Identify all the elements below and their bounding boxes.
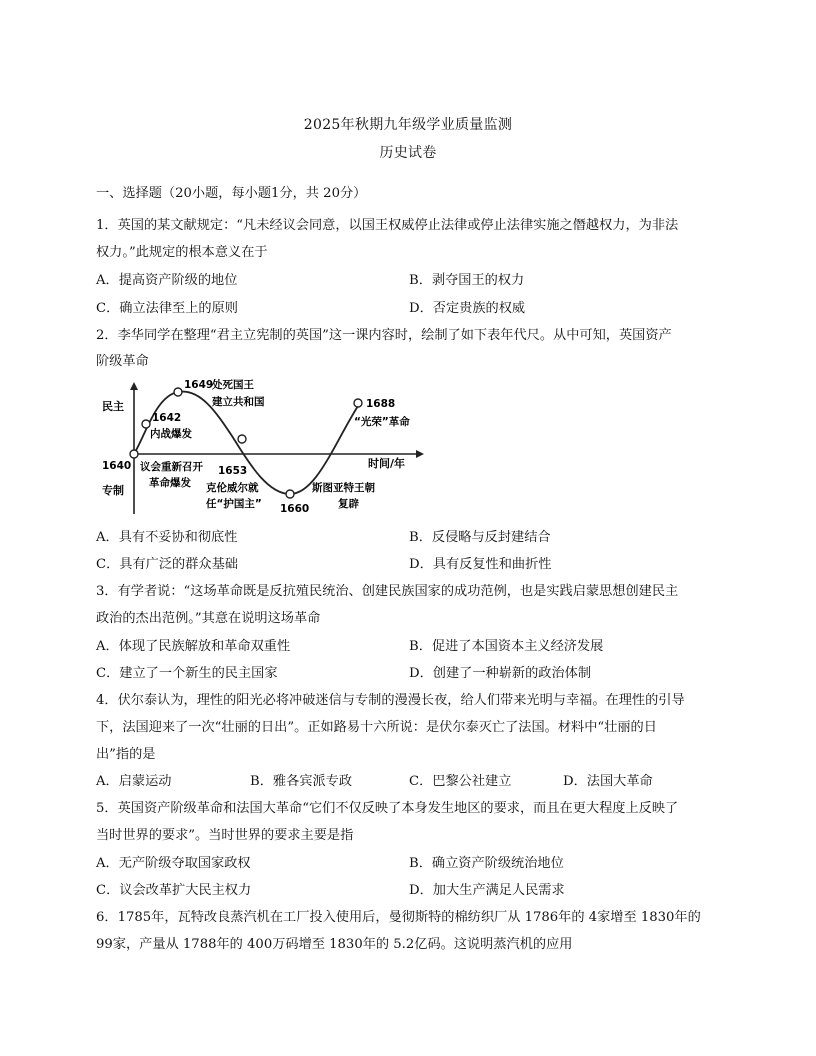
year-1642: 1642 — [152, 412, 182, 424]
y-bottom-label: 专制 — [102, 484, 124, 497]
year-1649: 1649 — [184, 379, 214, 391]
q3-option-a[interactable]: A．体现了民族解放和革命双重性 — [96, 639, 291, 654]
q4-option-b[interactable]: B．雅各宾派专政 — [250, 774, 353, 789]
exam-title: 2025年秋期九年级学业质量监测 — [303, 117, 513, 133]
point-1640 — [130, 450, 138, 458]
x-axis-label: 时间/年 — [368, 457, 406, 470]
q4-option-a[interactable]: A．启蒙运动 — [96, 774, 172, 789]
event-1642-line-1: 内战爆发 — [150, 428, 192, 440]
event-1688-line-1: “光荣”革命 — [354, 416, 410, 428]
event-1640-line-1: 议会重新召开 — [140, 461, 203, 473]
q2-option-a[interactable]: A．具有不妥协和彻底性 — [96, 530, 238, 545]
point-1688 — [354, 399, 362, 407]
question-2-line-2: 阶级革命 — [96, 354, 149, 369]
section-heading: 一、选择题（20小题，每小题1分，共 20分） — [96, 186, 367, 201]
point-1653 — [238, 435, 246, 443]
question-3-line-2: 政治的杰出范例。”其意在说明这场革命 — [96, 611, 321, 626]
y-top-label: 民主 — [102, 400, 124, 413]
event-1653-line-2: 任“护国主” — [206, 498, 262, 510]
year-1653: 1653 — [218, 465, 248, 477]
q3-option-c[interactable]: C．建立了一个新生的民主国家 — [96, 666, 278, 681]
q1-option-d[interactable]: D．否定贵族的权威 — [409, 301, 526, 316]
q5-option-b[interactable]: B．确立资产阶级统治地位 — [409, 856, 564, 871]
q1-option-c[interactable]: C．确立法律至上的原则 — [96, 301, 238, 316]
q4-option-c[interactable]: C．巴黎公社建立 — [409, 774, 512, 789]
q5-option-a[interactable]: A．无产阶级夺取国家政权 — [96, 856, 251, 871]
year-1660: 1660 — [280, 503, 310, 515]
q2-option-c[interactable]: C．具有广泛的群众基础 — [96, 557, 238, 572]
q5-option-c[interactable]: C．议会改革扩大民主权力 — [96, 883, 252, 898]
exam-subtitle: 历史试卷 — [379, 145, 437, 161]
question-6-line-2: 99家，产量从 1788年的 400万码增至 1830年的 5.2亿码。这说明蒸汽机的应用 — [96, 937, 573, 952]
question-4-line-2: 下，法国迎来了一次“壮丽的日出”。正如路易十六所说：是伏尔泰灭亡了法国。材料中“壮丽的日 — [96, 720, 657, 735]
question-1-line-2: 权力。”此规定的根本意义在于 — [96, 245, 268, 260]
point-1660 — [286, 490, 294, 498]
event-1660-line-2: 复辟 — [338, 498, 359, 510]
question-4-line-1: 4．伏尔泰认为，理性的阳光必将冲破迷信与专制的漫漫长夜，给人们带来光明与幸福。在理性的引导 — [96, 693, 685, 708]
point-1649 — [174, 388, 182, 396]
event-1653-line-1: 克伦威尔就 — [206, 482, 259, 494]
question-6-line-1: 6．1785年，瓦特改良蒸汽机在工厂投入使用后，曼彻斯特的棉纺织厂从 1786年的 4家增至 1830年的 — [96, 910, 701, 925]
q3-option-d[interactable]: D．创建了一种崭新的政治体制 — [409, 666, 592, 681]
event-1649-line-2: 建立共和国 — [212, 396, 265, 408]
q4-option-d[interactable]: D．法国大革命 — [563, 774, 653, 789]
q1-option-b[interactable]: B．剥夺国王的权力 — [409, 273, 525, 288]
question-5-line-1: 5．英国资产阶级革命和法国大革命“它们不仅反映了本身发生地区的要求，而且在更大程度上反映了 — [96, 801, 679, 816]
q2-option-b[interactable]: B．反侵略与反封建结合 — [409, 530, 551, 545]
question-3-line-1: 3．有学者说：“这场革命既是反抗殖民统治、创建民族国家的成功范例，也是实践启蒙思想创建民主 — [96, 584, 679, 599]
timeline-figure — [96, 374, 426, 518]
q5-option-d[interactable]: D．加大生产满足人民需求 — [409, 883, 565, 898]
question-2-line-1: 2．李华同学在整理“君主立宪制的英国”这一课内容时，绘制了如下表年代尺。从中可知，英国资产 — [96, 328, 672, 343]
question-1-line-1: 1．英国的某文献规定：“凡未经议会同意，以国王权威停止法律或停止法律实施之僭越权力，为非法 — [96, 218, 679, 233]
event-1660-line-1: 斯图亚特王朝 — [312, 482, 375, 494]
event-1649-line-1: 处死国王 — [212, 379, 254, 391]
year-1688: 1688 — [366, 398, 396, 410]
event-1640-line-2: 革命爆发 — [149, 477, 191, 489]
point-1642 — [142, 420, 150, 428]
q3-option-b[interactable]: B．促进了本国资本主义经济发展 — [409, 639, 604, 654]
year-1640: 1640 — [102, 460, 132, 472]
question-4-line-3: 出”指的是 — [96, 747, 156, 762]
q2-option-d[interactable]: D．具有反复性和曲折性 — [409, 557, 552, 572]
q1-option-a[interactable]: A．提高资产阶级的地位 — [96, 273, 238, 288]
question-5-line-2: 当时世界的要求”。当时世界的要求主要是指 — [96, 828, 354, 843]
